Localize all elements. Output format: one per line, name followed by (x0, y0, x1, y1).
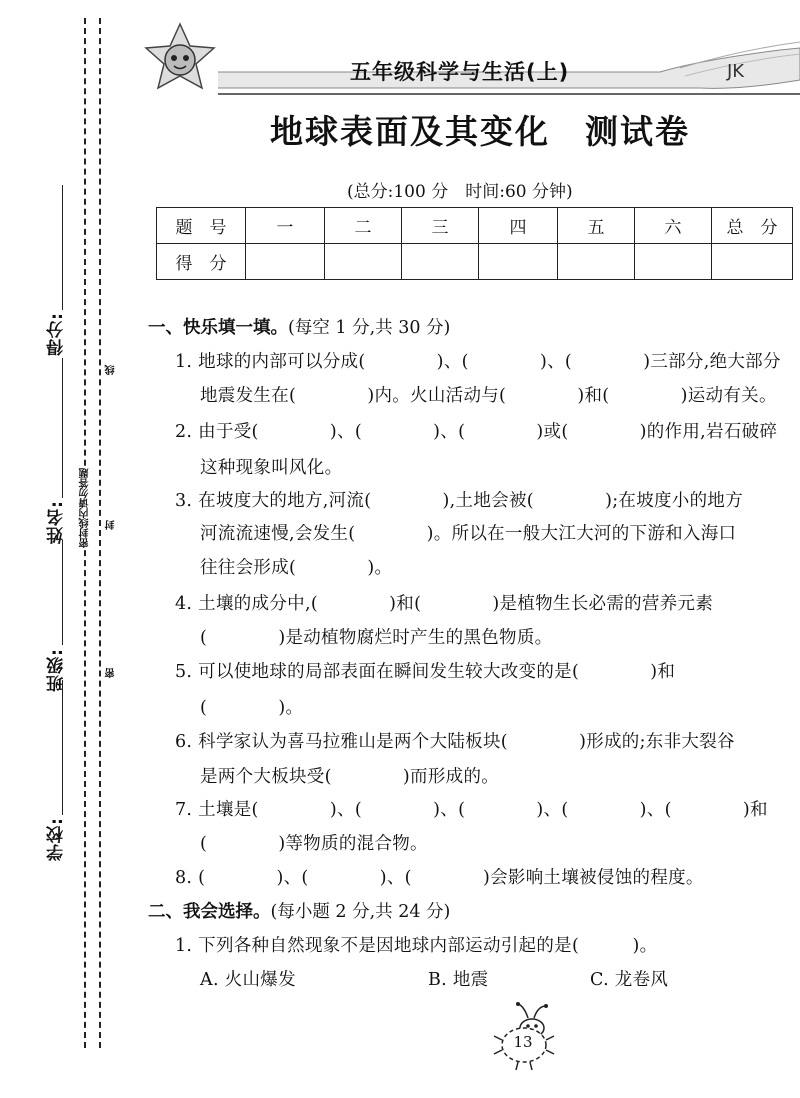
table-cell: 五 (558, 208, 635, 244)
question-line: 1. 地球的内部可以分成( )、( )、( )三部分,绝大部分 (175, 352, 781, 372)
score-table-score-row (157, 244, 793, 280)
question-line: 6. 科学家认为喜马拉雅山是两个大陆板块( )形成的;东非大裂谷 (175, 732, 735, 752)
question-line: 3. 在坡度大的地方,河流( ),土地会被( );在坡度小的地方 (175, 491, 743, 511)
score-input-cell[interactable] (712, 244, 793, 280)
question-line: 8. ( )、( )、( )会影响土壤被侵蚀的程度。 (175, 868, 704, 888)
name-label: 姓名: (47, 500, 67, 544)
score-input-cell[interactable] (402, 244, 479, 280)
page-number: 13 (513, 1033, 533, 1051)
question-line: ( )等物质的混合物。 (200, 834, 428, 854)
option-b: B. 地震 (428, 970, 489, 990)
question-line: 这种现象叫风化。 (200, 458, 343, 478)
table-cell: 得 分 (157, 244, 246, 280)
section-2-heading (148, 898, 450, 923)
table-cell: 六 (635, 208, 712, 244)
publisher-mark: JK (727, 61, 745, 82)
subtitle: (总分:100 分 时间:60 分钟) (347, 182, 573, 202)
question-line: 河流流速慢,会发生( )。所以在一般大江大河的下游和入海口 (200, 524, 737, 544)
section-1-title: 一、快乐填一填。 (148, 318, 288, 338)
seal-char-xian: 线 (106, 365, 117, 375)
question-line: 往往会形成( )。 (200, 558, 393, 578)
question-line: 4. 土壤的成分中,( )和( )是植物生长必需的营养元素 (175, 594, 714, 614)
score-label: 得分: (47, 312, 67, 356)
section-1-heading (148, 314, 450, 339)
question-line: 5. 可以使地球的局部表面在瞬间发生较大改变的是( )和 (175, 662, 676, 682)
score-input-cell[interactable] (558, 244, 635, 280)
question-line: 地震发生在( )内。火山活动与( )和( )运动有关。 (200, 386, 777, 406)
seal-notice: 密封线内请勿答题 (80, 468, 91, 548)
table-cell: 题 号 (157, 208, 246, 244)
score-table (156, 207, 793, 280)
question-line: ( )是动植物腐烂时产生的黑色物质。 (200, 628, 553, 648)
seal-char-mi: 密 (106, 668, 117, 678)
question-line: ( )。 (200, 698, 304, 718)
table-cell: 四 (479, 208, 558, 244)
option-a: A. 火山爆发 (200, 970, 296, 990)
question-line: 7. 土壤是( )、( )、( )、( )、( )和 (175, 800, 768, 820)
section-2-note: (每小题 2 分,共 24 分) (270, 902, 451, 922)
seal-char-feng: 封 (106, 520, 117, 530)
section-1-note: (每空 1 分,共 30 分) (288, 318, 451, 338)
table-cell: 二 (325, 208, 402, 244)
school-label: 学校: (47, 817, 67, 861)
school-blank (62, 680, 63, 815)
score-input-cell[interactable] (325, 244, 402, 280)
score-input-cell[interactable] (635, 244, 712, 280)
question-line: 1. 下列各种自然现象不是因地球内部运动引起的是( )。 (175, 936, 658, 956)
name-blank (62, 358, 63, 498)
option-c: C. 龙卷风 (590, 970, 669, 990)
score-input-cell[interactable] (479, 244, 558, 280)
table-cell: 一 (246, 208, 325, 244)
class-blank (62, 540, 63, 645)
question-line: 2. 由于受( )、( )、( )或( )的作用,岩石破碎 (175, 422, 778, 442)
table-cell: 总 分 (712, 208, 793, 244)
score-input-cell[interactable] (246, 244, 325, 280)
series-title: 五年级科学与生活(上) (350, 60, 570, 84)
page-title: 地球表面及其变化 测试卷 (270, 112, 690, 151)
score-table-header-row (157, 208, 793, 244)
section-2-title: 二、我会选择。 (148, 902, 271, 922)
class-label: 班级: (47, 648, 67, 692)
table-cell: 三 (402, 208, 479, 244)
cut-line-inner (99, 18, 101, 1048)
star-mascot-icon (146, 24, 214, 88)
question-line: 是两个大板块受( )而形成的。 (200, 767, 500, 787)
score-blank (62, 185, 63, 310)
